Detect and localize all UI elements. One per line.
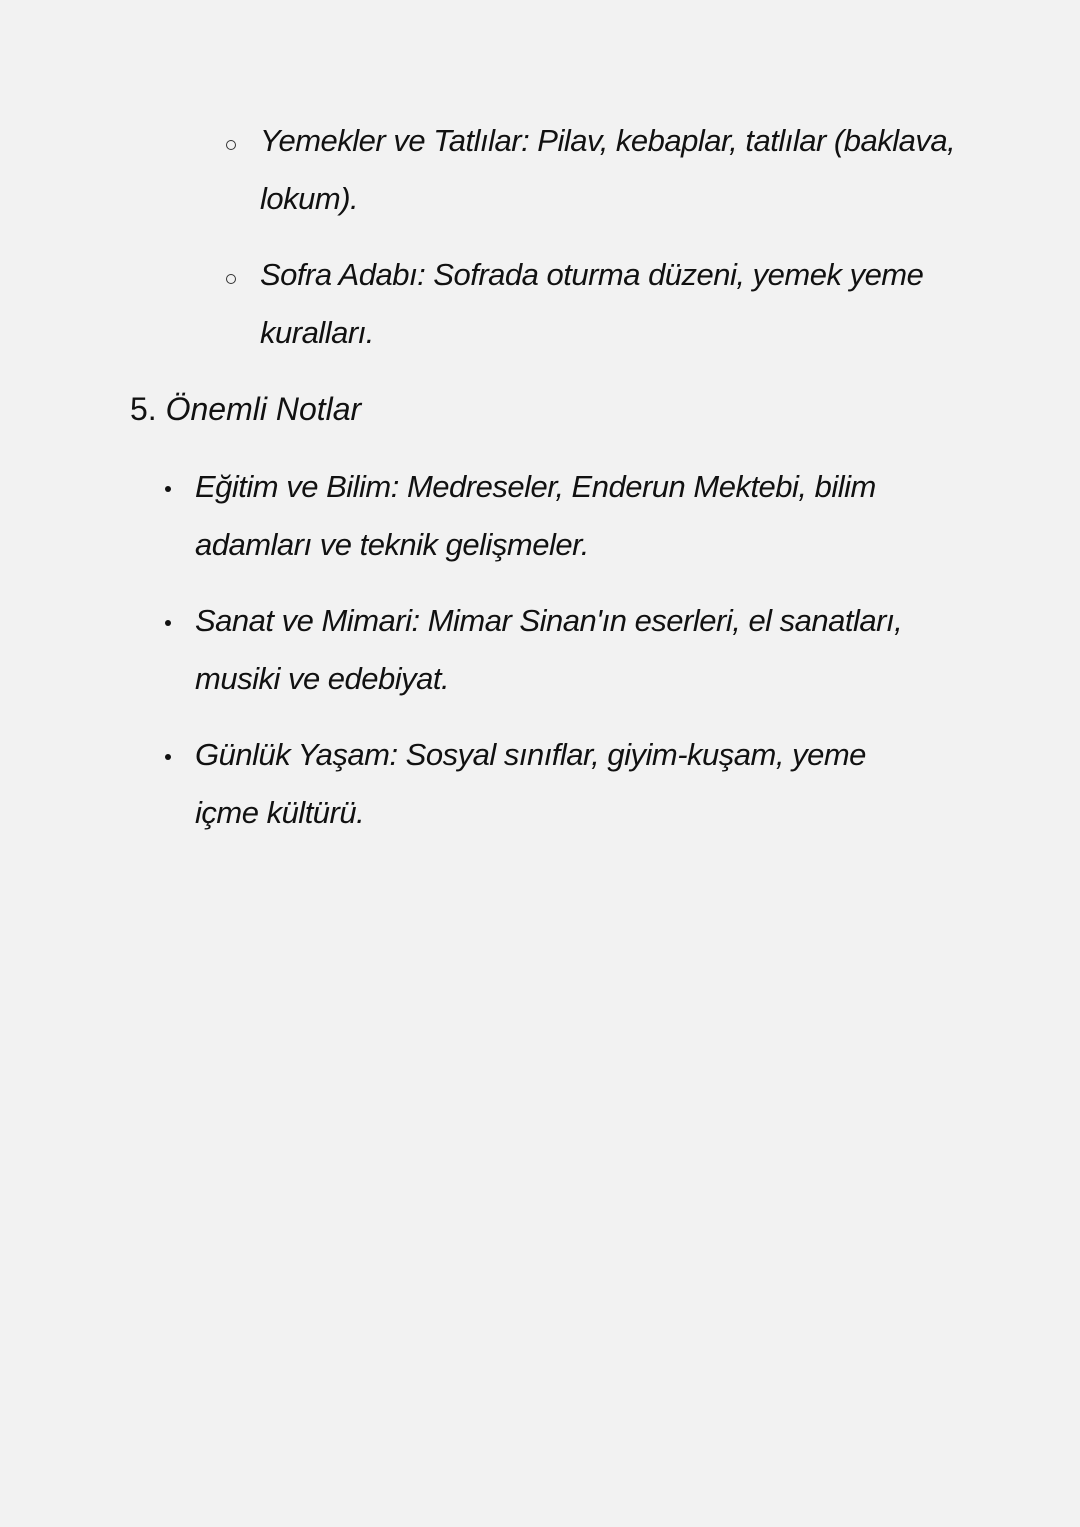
bullet-icon bbox=[165, 620, 171, 626]
sub-item-text: Yemekler ve Tatlılar: Pilav, kebaplar, tatlılar (baklava, lokum). bbox=[260, 123, 956, 216]
list-item bbox=[195, 592, 915, 708]
list-item bbox=[195, 458, 915, 574]
sub-list-item bbox=[260, 112, 960, 228]
item-text: Sanat ve Mimari: Mimar Sinan'ın eserleri, el sanatları, musiki ve edebiyat. bbox=[195, 603, 903, 696]
list-item bbox=[195, 726, 915, 842]
section-number: 5. bbox=[130, 391, 157, 427]
section-title: Önemli Notlar bbox=[165, 391, 362, 427]
item-text: Eğitim ve Bilim: Medreseler, Enderun Mektebi, bilim adamları ve teknik gelişmeler. bbox=[195, 469, 876, 562]
bullet-icon bbox=[165, 754, 171, 760]
hollow-bullet-icon bbox=[226, 140, 236, 150]
section-heading bbox=[130, 384, 361, 434]
sub-list-item bbox=[260, 246, 960, 362]
hollow-bullet-icon bbox=[226, 274, 236, 284]
sub-item-text: Sofra Adabı: Sofrada oturma düzeni, yemek yeme kuralları. bbox=[260, 257, 924, 350]
item-text: Günlük Yaşam: Sosyal sınıflar, giyim-kuşam, yeme içme kültürü. bbox=[195, 737, 866, 830]
bullet-icon bbox=[165, 486, 171, 492]
